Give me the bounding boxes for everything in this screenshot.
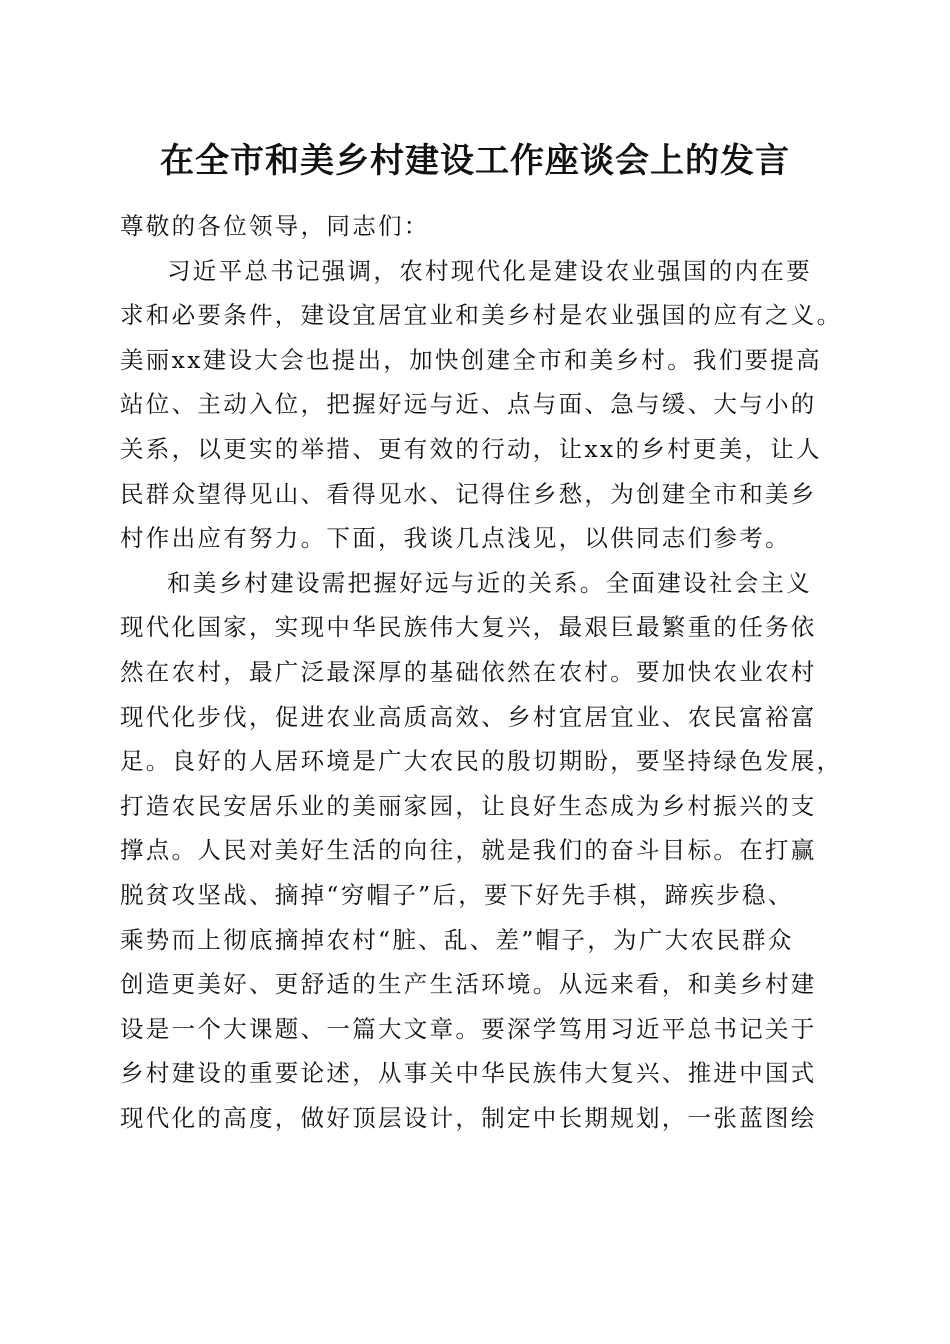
paragraph-line: 村作出应有努力。下面，我谈几点浅见，以供同志们参考。 [120,524,791,553]
paragraph-line: 撑点。人民对美好生活的向往，就是我们的奋斗目标。在打赢 [120,836,817,865]
paragraph-line: 习近平总书记强调，农村现代化是建设农业强国的内在要 [167,256,812,285]
document-body [120,204,843,1140]
paragraph-line: 设是一个大课题、一篇大文章。要深学笃用习近平总书记关于 [120,1014,817,1043]
paragraph-line: 求和必要条件，建设宜居宜业和美乡村是农业强国的应有之义。 [120,301,843,330]
paragraph-2 [120,561,843,1141]
paragraph-line: 关系，以更实的举措、更有效的行动，让xx的乡村更美，让人 [120,434,822,463]
paragraph-line: 脱贫攻坚战、摘掉“穷帽子”后，要下好先手棋，蹄疾步稳、 [120,880,794,909]
paragraph-line: 民群众望得见山、看得见水、记得住乡愁，为创建全市和美乡 [120,479,817,508]
paragraph-line: 和美乡村建设需把握好远与近的关系。全面建设社会主义 [167,568,812,597]
paragraph-line: 乘势而上彻底摘掉农村“脏、乱、差”帽子，为广大农民群众 [120,925,794,954]
paragraph-line: 创造更美好、更舒适的生产生活环境。从远来看，和美乡村建 [120,970,817,999]
paragraph-line: 乡村建设的重要论述，从事关中华民族伟大复兴、推进中国式 [120,1059,817,1088]
document-title: 在全市和美乡村建设工作座谈会上的发言 [160,141,790,181]
paragraph-line: 打造农民安居乐业的美丽家园，让良好生态成为乡村振兴的支 [120,791,817,820]
paragraph-1 [120,249,843,561]
paragraph-line: 美丽xx建设大会也提出，加快创建全市和美乡村。我们要提高 [120,345,822,374]
salutation: 尊敬的各位领导，同志们： [120,212,430,240]
paragraph-line: 现代化的高度，做好顶层设计，制定中长期规划，一张蓝图绘 [120,1103,817,1132]
paragraph-line: 足。良好的人居环境是广大农民的殷切期盼，要坚持绿色发展， [120,747,843,776]
paragraph-line: 现代化步伐，促进农业高质高效、乡村宜居宜业、农民富裕富 [120,702,817,731]
paragraph-line: 现代化国家，实现中华民族伟大复兴，最艰巨最繁重的任务依 [120,613,817,642]
paragraph-line: 站位、主动入位，把握好远与近、点与面、急与缓、大与小的 [120,390,817,419]
paragraph-line: 然在农村，最广泛最深厚的基础依然在农村。要加快农业农村 [120,657,817,686]
